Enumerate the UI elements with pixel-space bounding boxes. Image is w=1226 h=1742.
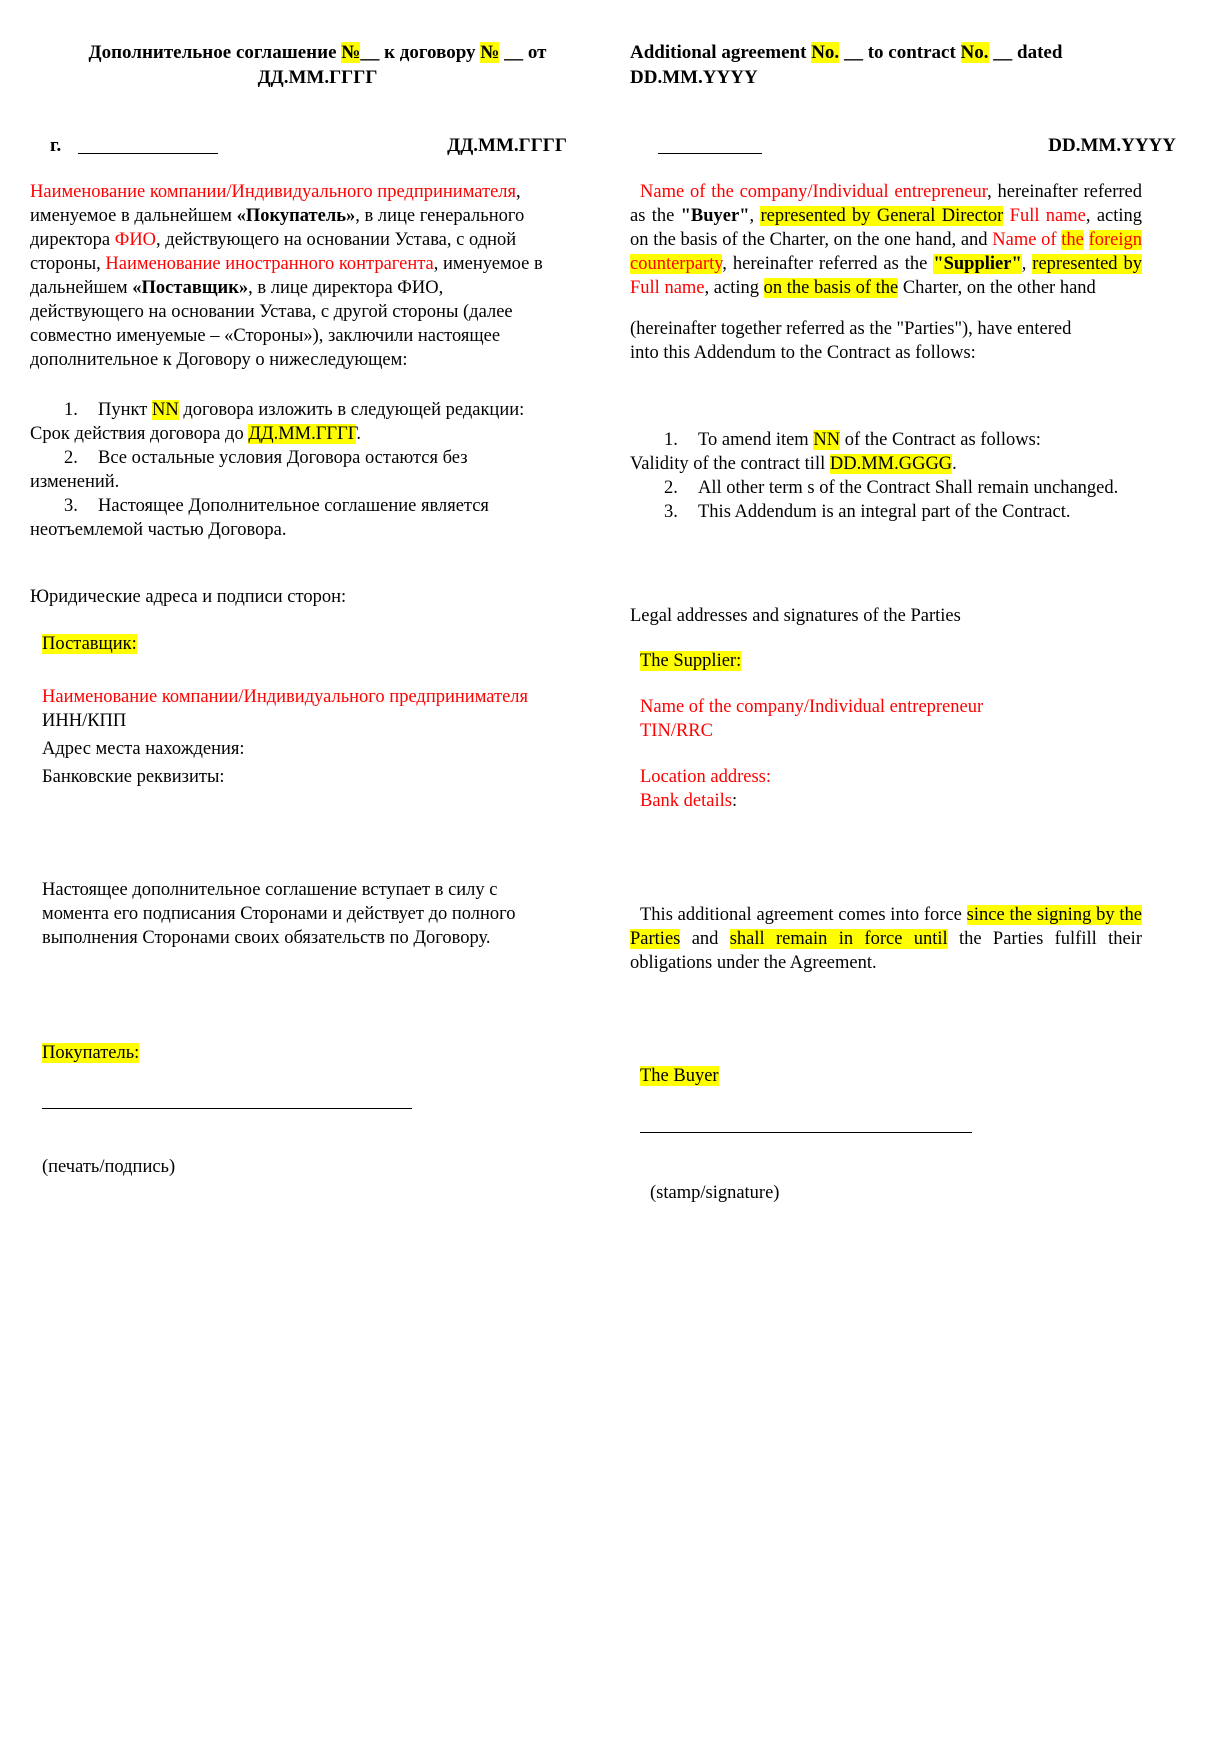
ru-name-placeholder: ФИО bbox=[114, 230, 157, 250]
ru-item-number: 3. bbox=[64, 496, 78, 516]
en-title-number: No. bbox=[960, 42, 989, 63]
en-item-text: This Addendum is an integral part of the Contract. bbox=[698, 502, 1071, 522]
ru-items-list bbox=[30, 398, 530, 542]
en-buyer-term: "Buyer" bbox=[680, 206, 750, 226]
ru-title-text: __ к договору bbox=[360, 42, 481, 63]
en-force-highlight: since the signing by the Parties bbox=[630, 905, 1142, 949]
en-item-nn: NN bbox=[813, 430, 841, 450]
en-item-1 bbox=[630, 428, 1196, 452]
ru-buyer-term: «Покупатель» bbox=[236, 206, 356, 226]
ru-legal-heading: Юридические адреса и подписи сторон: bbox=[30, 587, 347, 607]
en-force-text: This additional agreement comes into force bbox=[640, 905, 967, 925]
en-counterparty-placeholder: the bbox=[1061, 230, 1084, 250]
en-intro-text: , acting bbox=[704, 278, 764, 298]
en-item-number: 2. bbox=[664, 478, 678, 498]
ru-city-line bbox=[78, 137, 218, 154]
ru-company-placeholder: Наименование компании/Индивидуального предпринимателя bbox=[30, 182, 517, 202]
en-title-text: Additional agreement bbox=[630, 42, 812, 63]
en-supplier-label: The Supplier: bbox=[640, 651, 742, 671]
ru-supplier-block bbox=[42, 632, 605, 656]
ru-supplier-details bbox=[42, 685, 605, 789]
en-title-text: __ dated bbox=[988, 42, 1063, 63]
en-counterparty-placeholder bbox=[1084, 230, 1089, 250]
en-title-number: No. bbox=[811, 42, 840, 63]
en-stamp-label: (stamp/signature) bbox=[650, 1183, 780, 1203]
ru-force-paragraph: Настоящее дополнительное соглашение вступает в силу с момента его подписания Сторонами и действует до полного выполнения Сторонами своих обязательств по Договору. bbox=[42, 880, 516, 948]
ru-item-2 bbox=[30, 446, 530, 494]
ru-intro-text: , именуемое в дальнейшем bbox=[30, 182, 521, 226]
en-validity-text: Validity of the contract till bbox=[630, 454, 830, 474]
ru-city-label: г. bbox=[50, 135, 62, 156]
ru-date: ДД.ММ.ГГГГ bbox=[447, 135, 567, 156]
ru-title-number-sign: № bbox=[480, 42, 500, 63]
en-supplier-term: "Supplier" bbox=[933, 254, 1022, 274]
ru-supplier-label: Поставщик: bbox=[42, 634, 137, 654]
en-intro-continued bbox=[630, 317, 1196, 365]
en-signature-line bbox=[640, 1116, 1196, 1140]
en-item-2 bbox=[630, 476, 1196, 500]
ru-supplier-company: Наименование компании/Индивидуального предпринимателя bbox=[42, 687, 529, 707]
ru-title-number-sign: № bbox=[341, 42, 361, 63]
ru-validity-line bbox=[30, 422, 530, 446]
ru-validity-text: . bbox=[356, 424, 362, 444]
en-item-3 bbox=[630, 500, 1196, 524]
en-bank-text: Bank details bbox=[640, 791, 732, 811]
ru-validity-date: ДД.ММ.ГГГГ bbox=[248, 424, 357, 444]
en-intro-text: , acting on the basis of the Charter, on the one hand, and bbox=[630, 206, 1143, 250]
ru-address: Адрес места нахождения: bbox=[42, 739, 245, 759]
ru-title-text: Дополнительное соглашение bbox=[88, 42, 342, 63]
en-items-list bbox=[630, 428, 1196, 524]
en-location-address: Location address: bbox=[640, 767, 771, 787]
en-item-text: All other term s of the Contract Shall remain unchanged. bbox=[698, 478, 1119, 498]
en-item-text: of the Contract as follows: bbox=[840, 430, 1041, 450]
en-fullname-placeholder: Full name bbox=[630, 278, 705, 298]
en-validity-date: DD.MM.GGGG bbox=[829, 454, 953, 474]
ru-buyer-label: Покупатель: bbox=[42, 1043, 140, 1063]
ru-intro-paragraph bbox=[30, 180, 544, 372]
en-force-text: and bbox=[680, 929, 730, 949]
en-validity-text: . bbox=[952, 454, 957, 474]
en-tin: TIN/RRC bbox=[640, 721, 713, 741]
ru-item-text: Настоящее Дополнительное соглашение является неотъемлемой частью Договора. bbox=[30, 496, 489, 540]
en-highlight: on the basis of the bbox=[763, 278, 899, 298]
en-force-highlight: shall remain in force until bbox=[729, 929, 948, 949]
en-intro-line: (hereinafter together referred as the "Parties"), have entered bbox=[630, 319, 1072, 339]
ru-inn: ИНН/КПП bbox=[42, 711, 127, 731]
en-intro-text: , bbox=[749, 206, 761, 226]
en-supplier-block bbox=[640, 649, 1196, 673]
en-force-text: the Parties fulfill their obligations under the Agreement. bbox=[630, 929, 1142, 973]
en-legal-heading: Legal addresses and signatures of the Parties bbox=[630, 606, 961, 626]
en-company-placeholder: Name of the company/Individual entrepreneur bbox=[640, 182, 988, 202]
en-intro-text: , hereinafter referred as the bbox=[722, 254, 934, 274]
en-title-date: DD.MM.YYYY bbox=[630, 67, 758, 88]
ru-item-text: Все остальные условия Договора остаются без изменений. bbox=[30, 448, 468, 492]
en-fullname-placeholder: Full name bbox=[1009, 206, 1086, 226]
en-date: DD.MM.YYYY bbox=[1048, 135, 1176, 156]
en-supplier-details bbox=[640, 695, 1196, 813]
en-city-line bbox=[658, 137, 762, 154]
en-buyer-block bbox=[640, 1064, 1196, 1088]
en-intro-text: , bbox=[1021, 254, 1033, 274]
ru-item-text: Пункт bbox=[98, 400, 152, 420]
ru-intro-text: , действующего на основании Устава, с одной стороны, bbox=[30, 230, 517, 274]
ru-title-date: ДД.ММ.ГГГГ bbox=[257, 67, 378, 88]
ru-item-text: договора изложить в следующей редакции: bbox=[178, 400, 525, 420]
ru-intro-text: , именуемое в дальнейшем bbox=[30, 254, 543, 298]
ru-item-number: 1. bbox=[64, 400, 78, 420]
en-counterparty-placeholder: Name of bbox=[992, 230, 1062, 250]
ru-validity-text: Срок действия договора до bbox=[30, 424, 249, 444]
en-intro-text: Charter, on the other hand bbox=[898, 278, 1096, 298]
en-bank-colon: : bbox=[731, 791, 738, 811]
en-bank-details bbox=[640, 789, 1196, 813]
ru-item-nn: NN bbox=[151, 400, 179, 420]
en-title-text: __ to contract bbox=[839, 42, 961, 63]
ru-intro-text: , в лице директора ФИО, действующего на основании Устава, с другой стороны (далее совместно именуемые – «Стороны»), заключили настоящее дополнительное к Договору о нижеследующем: bbox=[30, 278, 513, 370]
ru-buyer-block bbox=[42, 1041, 605, 1065]
ru-signature-line bbox=[42, 1092, 605, 1116]
ru-title bbox=[30, 40, 605, 90]
en-buyer-label: The Buyer bbox=[640, 1066, 719, 1086]
en-signature-rule bbox=[640, 1116, 972, 1133]
ru-signature-rule bbox=[42, 1092, 412, 1109]
en-intro-text: , hereinafter referred as the bbox=[630, 182, 1142, 226]
en-intro-line: into this Addendum to the Contract as follows: bbox=[630, 343, 976, 363]
ru-stamp-label: (печать/подпись) bbox=[42, 1157, 176, 1177]
ru-intro-text: , в лице генерального директора bbox=[30, 206, 525, 250]
ru-counterparty-placeholder: Наименование иностранного контрагента bbox=[105, 254, 434, 274]
ru-item-number: 2. bbox=[64, 448, 78, 468]
ru-item-3 bbox=[30, 494, 530, 542]
en-intro-paragraph bbox=[630, 180, 1142, 300]
en-supplier-company: Name of the company/Individual entrepreneur bbox=[640, 697, 984, 717]
en-force-paragraph bbox=[630, 903, 1142, 975]
ru-supplier-term: «Поставщик» bbox=[132, 278, 249, 298]
ru-item-1 bbox=[30, 398, 530, 422]
en-item-number: 1. bbox=[664, 430, 678, 450]
en-validity-line bbox=[630, 452, 1196, 476]
en-highlight: represented by General Director bbox=[760, 206, 1004, 226]
ru-title-text: __ от bbox=[499, 42, 547, 63]
en-item-number: 3. bbox=[664, 502, 678, 522]
en-counterparty-placeholder: foreign counterparty bbox=[630, 230, 1142, 274]
en-highlight: represented by bbox=[1032, 254, 1142, 274]
en-title bbox=[630, 40, 1196, 90]
ru-bank-details: Банковские реквизиты: bbox=[42, 767, 225, 787]
en-item-text: To amend item bbox=[698, 430, 814, 450]
